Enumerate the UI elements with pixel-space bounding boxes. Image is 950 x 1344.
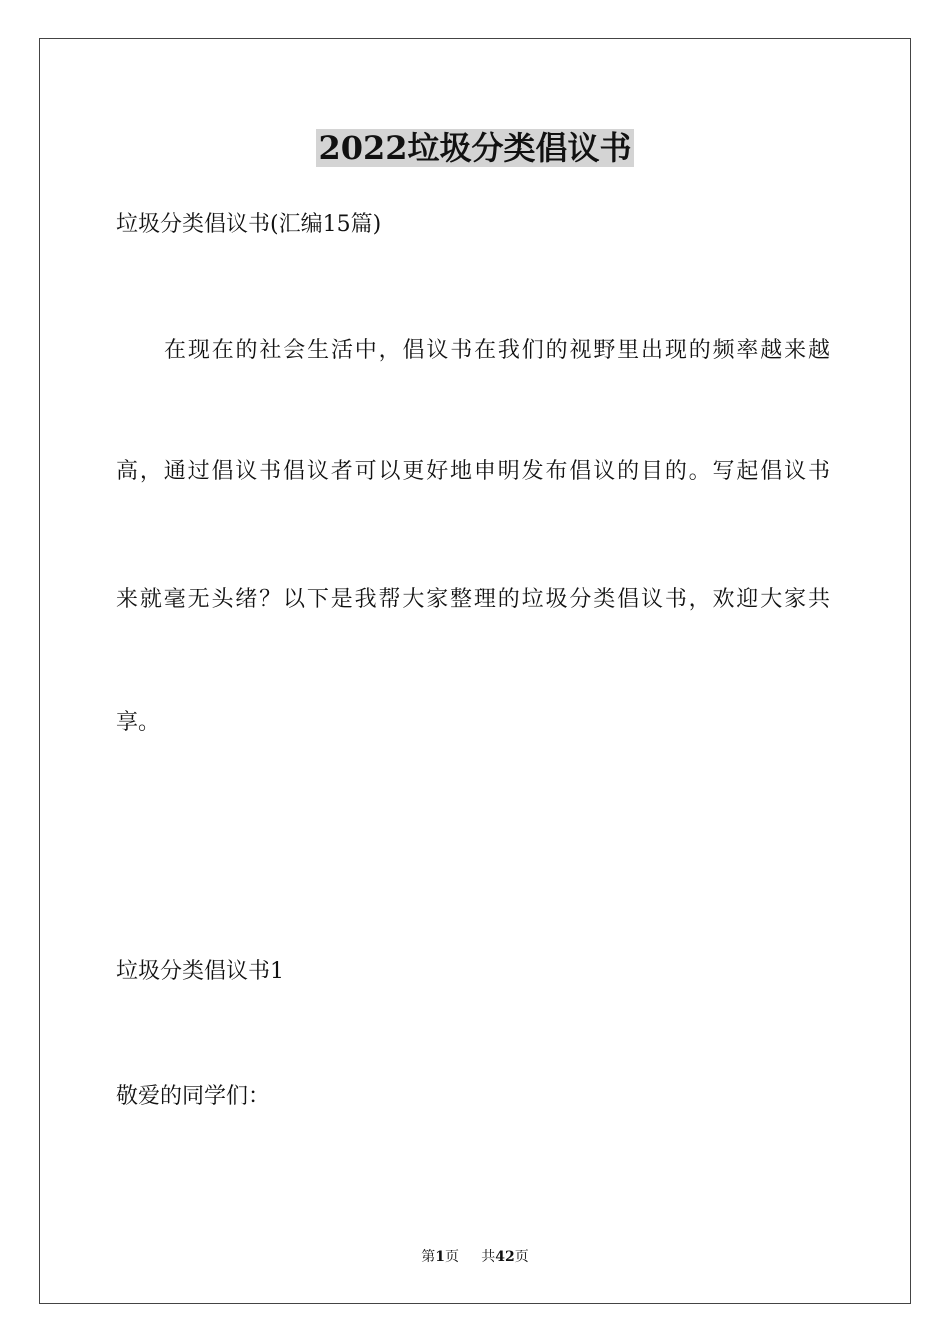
intro-line-4: 享。: [116, 710, 161, 735]
salutation: 敬爱的同学们：: [116, 1084, 271, 1109]
document-subtitle: 垃圾分类倡议书(汇编15篇): [116, 212, 382, 237]
intro-line-3: 来就毫无头绪？以下是我帮大家整理的垃圾分类倡议书，欢迎大家共: [116, 587, 830, 612]
total-suffix: 页: [514, 1249, 529, 1265]
page-suffix: 页: [445, 1249, 459, 1265]
section-heading: 垃圾分类倡议书1: [116, 959, 284, 984]
page-prefix: 第: [421, 1249, 436, 1265]
page-footer: [0, 1247, 950, 1267]
total-pages: 42: [495, 1249, 515, 1265]
total-prefix: 共: [481, 1249, 496, 1265]
document-title-text: 2022垃圾分类倡议书: [318, 129, 632, 167]
intro-line-1: 在现在的社会生活中，倡议书在我们的视野里出现的频率越来越: [164, 338, 830, 363]
document-title: [0, 126, 950, 170]
intro-line-2: 高，通过倡议书倡议者可以更好地申明发布倡议的目的。写起倡议书: [116, 459, 830, 484]
page-number: 1: [435, 1249, 445, 1265]
